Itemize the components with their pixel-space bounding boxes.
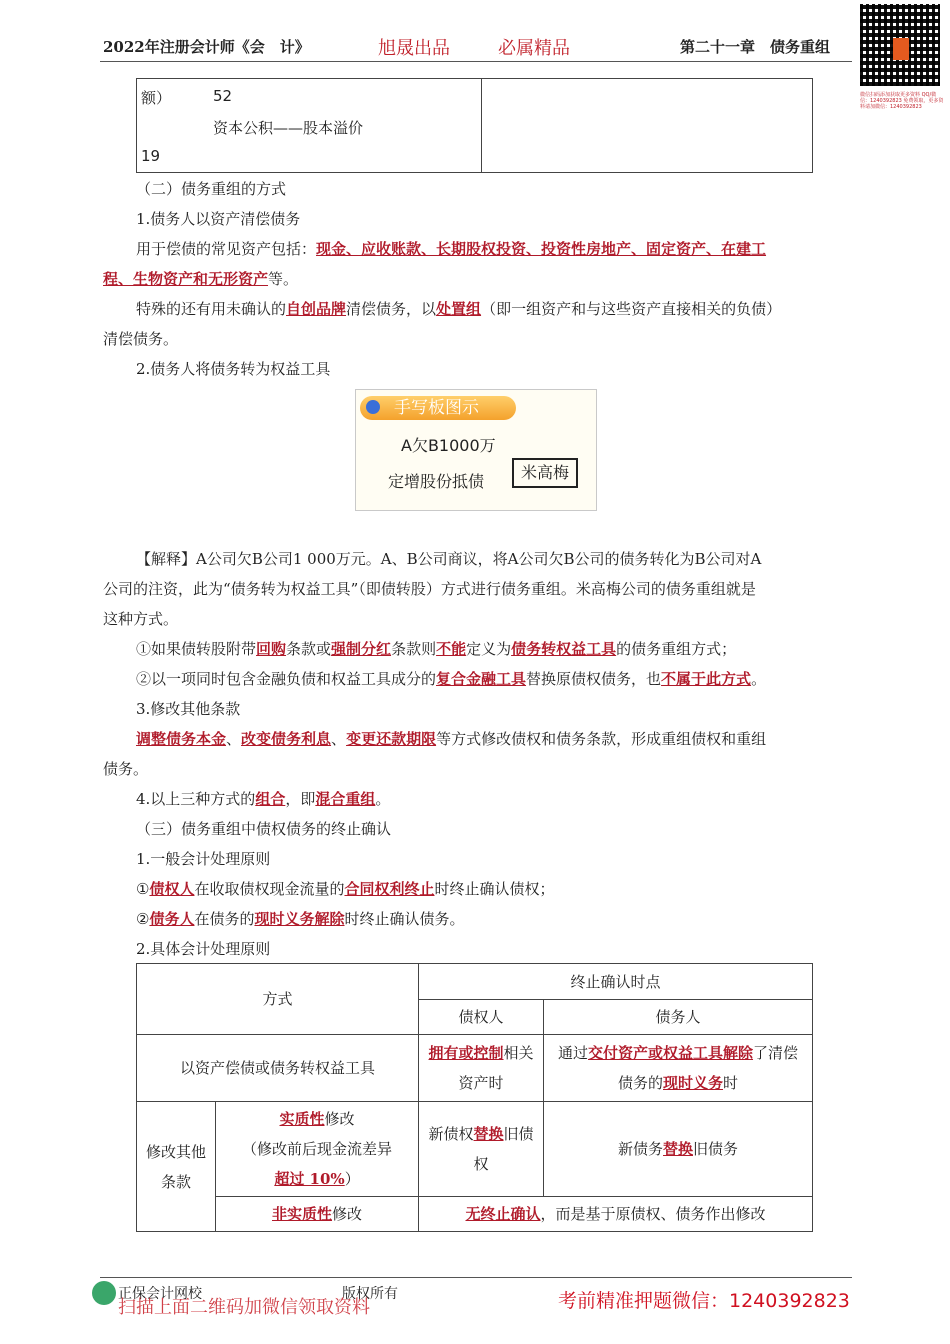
paragraph <box>136 724 886 754</box>
highlight: 组合 <box>255 790 286 808</box>
entry-amount: 52 <box>213 87 233 105</box>
highlight: 非实质性 <box>272 1205 333 1223</box>
text: 通过 <box>557 1044 588 1062</box>
qr-logo-icon <box>893 38 909 60</box>
journal-entry-cell <box>137 79 482 173</box>
footer-copyright: 正保会计网校 版权所有 <box>118 1286 398 1302</box>
text: 、 <box>331 730 347 748</box>
text: 旧债权 <box>473 1125 534 1173</box>
paragraph <box>136 664 886 694</box>
text: ② <box>136 910 150 928</box>
paragraph <box>136 234 886 264</box>
text: 时终止确认债权； <box>434 880 555 898</box>
text: 、 <box>226 730 242 748</box>
text: 。 <box>751 670 767 688</box>
text: ②以一项同时包含金融负债和权益工具成分的 <box>136 670 437 688</box>
header-time: 终止确认时点 <box>419 964 813 1000</box>
paragraph <box>136 874 886 904</box>
highlight: 调整债务本金 <box>136 730 227 748</box>
text: 新债权 <box>428 1125 474 1143</box>
paragraph <box>136 784 886 814</box>
text: 债务的 <box>617 1074 663 1092</box>
text: 时 <box>723 1074 739 1092</box>
text: 定义为 <box>466 640 512 658</box>
text: 旧债务 <box>693 1140 739 1158</box>
highlight: 不能 <box>436 640 467 658</box>
text: （修改前后现金流差异 <box>242 1140 393 1158</box>
handwriting-board <box>355 389 597 511</box>
footer-watermark: 扫描上面二维码加微信领取资料 <box>118 1297 370 1318</box>
qr-note: 微信扫码添加获取更多资料 QQ/微信：1240392823 免费领取，更多资料请加微信：1240392823 <box>860 92 944 110</box>
highlight: 实质性 <box>279 1110 325 1128</box>
text: 清偿债务，以 <box>346 300 437 318</box>
highlight: 自创品牌 <box>286 300 347 318</box>
text: 条款则 <box>391 640 437 658</box>
text: ① <box>136 880 150 898</box>
highlight: 无终止确认 <box>465 1205 541 1223</box>
header-creditor: 债权人 <box>419 1000 544 1035</box>
text: 在收取债权现金流量的 <box>194 880 345 898</box>
text: 等方式修改债权和债务条款，形成重组债权和重组 <box>436 730 767 748</box>
row-modify-method: 修改其他条款 <box>137 1102 216 1232</box>
highlight: 超过 10% <box>274 1170 345 1188</box>
highlight: 债务转权益工具 <box>511 640 617 658</box>
handwriting-board-title: 手写板图示 <box>360 396 516 420</box>
explanation: 公司的注资，此为“债务转为权益工具”（即债转股）方式进行债务重组。米高梅公司的债务重组就是 <box>103 580 756 598</box>
row-non-substantial-result <box>419 1197 813 1232</box>
header-method: 方式 <box>137 964 419 1035</box>
highlight: 债权人 <box>149 880 195 898</box>
highlight: 拥有或控制 <box>428 1044 504 1062</box>
paragraph <box>136 634 886 664</box>
derecognition-table <box>136 963 813 1232</box>
section-heading: （三）债务重组中债权债务的终止确认 <box>136 820 392 838</box>
text: 条款或 <box>286 640 332 658</box>
highlight: 回购 <box>256 640 287 658</box>
row-asset-creditor <box>419 1035 544 1102</box>
section-heading: （二）债务重组的方式 <box>136 180 287 198</box>
subheading: 2.债务人将债务转为权益工具 <box>136 360 331 378</box>
subheading: 3.修改其他条款 <box>136 700 241 718</box>
subheading: 1.债务人以资产清偿债务 <box>136 210 301 228</box>
text: 时终止确认债务。 <box>344 910 465 928</box>
highlight: 复合金融工具 <box>436 670 527 688</box>
text: 修改 <box>332 1205 363 1223</box>
highlight: 现时义务 <box>663 1074 724 1092</box>
subheading: 2.具体会计处理原则 <box>136 940 271 958</box>
handwriting-line: A欠B1000万 <box>401 436 496 455</box>
text: 在债务的 <box>194 910 255 928</box>
highlight: 交付资产或权益工具解除 <box>588 1044 754 1062</box>
paragraph <box>136 294 886 324</box>
text: （即一组资产和与这些资产直接相关的负债） <box>481 300 782 318</box>
text: 新债务 <box>617 1140 663 1158</box>
text: 等。 <box>268 270 299 288</box>
text: ，而是基于原债权、债务作出修改 <box>540 1205 766 1223</box>
highlight: 替换 <box>473 1125 504 1143</box>
paragraph: 债务。 <box>103 760 149 778</box>
entry-amount: 19 <box>141 147 161 165</box>
row-asset-debtor <box>544 1035 813 1102</box>
highlight: 债务人 <box>149 910 195 928</box>
text: 相关 <box>503 1044 534 1062</box>
paragraph <box>136 904 886 934</box>
row-substantial-creditor <box>419 1102 544 1197</box>
highlight: 现时义务解除 <box>254 910 345 928</box>
row-substantial <box>216 1102 419 1197</box>
highlight: 现金、应收账款、长期股权投资、投资性房地产、固定资产、在建工 <box>316 240 767 258</box>
subheading: 1.一般会计处理原则 <box>136 850 271 868</box>
text: ①如果债转股附带 <box>136 640 257 658</box>
text: ） <box>344 1170 360 1188</box>
header-brand: 旭晟出品 <box>378 38 450 59</box>
text: ，即 <box>285 790 316 808</box>
highlight: 不属于此方式 <box>661 670 752 688</box>
highlight: 替换 <box>663 1140 694 1158</box>
header-chapter: 第二十一章 债务重组 <box>680 38 831 56</box>
header-slogan: 必属精品 <box>498 38 570 59</box>
explanation: 【解释】A公司欠B公司1 000万元。A、B公司商议，将A公司欠B公司的债务转化为B公司对A <box>136 550 762 568</box>
row-asset-method: 以资产偿债或债务转权益工具 <box>137 1035 419 1102</box>
text: 用于偿债的常见资产包括： <box>136 240 317 258</box>
explanation: 这种方式。 <box>103 610 179 628</box>
footer-divider <box>100 1277 852 1278</box>
text: 修改 <box>324 1110 355 1128</box>
text: 。 <box>375 790 391 808</box>
row-non-substantial <box>216 1197 419 1232</box>
text: 4.以上三种方式的 <box>136 790 256 808</box>
text: 了清偿 <box>753 1044 799 1062</box>
school-logo-icon <box>92 1281 116 1305</box>
text: 替换原债权债务，也 <box>526 670 662 688</box>
highlight: 处置组 <box>436 300 482 318</box>
highlight: 改变债务利息 <box>241 730 332 748</box>
highlight: 合同权利终止 <box>344 880 435 898</box>
entry-fragment: 额） <box>141 89 172 107</box>
header-divider <box>100 61 852 62</box>
row-substantial-debtor <box>544 1102 813 1197</box>
text: 的债务重组方式； <box>616 640 737 658</box>
highlight: 程、生物资产和无形资产 <box>103 270 269 288</box>
entry-account: 资本公积——股本溢价 <box>213 119 364 137</box>
journal-entry-table <box>136 78 813 173</box>
page-header <box>0 0 950 66</box>
handwriting-box: 米高梅 <box>512 458 578 488</box>
footer-wechat: 考前精准押题微信：1240392823 <box>558 1290 850 1312</box>
text: 特殊的还有用未确认的 <box>136 300 287 318</box>
journal-entry-empty-cell <box>482 79 813 173</box>
highlight: 强制分红 <box>331 640 392 658</box>
header-debtor: 债务人 <box>544 1000 813 1035</box>
paragraph <box>103 264 853 294</box>
pen-icon <box>366 400 380 414</box>
header-course-title: 2022年注册会计师《会 计》 <box>103 38 310 56</box>
highlight: 变更还款期限 <box>346 730 437 748</box>
paragraph: 清偿债务。 <box>103 330 179 348</box>
handwriting-line: 定增股份抵债 <box>388 472 485 491</box>
highlight: 混合重组 <box>315 790 376 808</box>
text: 资产时 <box>458 1074 504 1092</box>
